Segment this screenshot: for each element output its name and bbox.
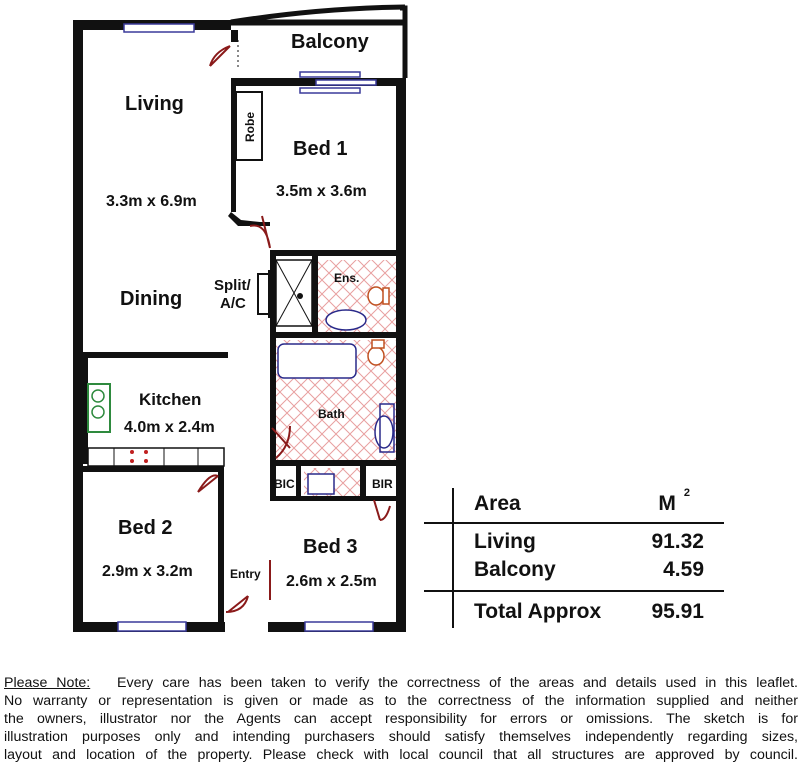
ens-label: Ens.	[334, 271, 360, 285]
bed2-dim: 2.9m x 3.2m	[102, 563, 193, 580]
kitchen-label: Kitchen	[139, 390, 202, 409]
note-line-4: illustration purposes only and intending purchasers should satisfy themselves independently regarding sizes,	[4, 729, 798, 745]
balcony-label: Balcony	[291, 31, 369, 53]
ensuite-toilet	[368, 287, 384, 305]
balcony-door-c	[300, 88, 360, 93]
split-ac-label-2: A/C	[220, 295, 246, 312]
disclaimer-note	[4, 674, 798, 764]
bir-label: BIR	[372, 477, 393, 491]
bed1-label: Bed 1	[293, 138, 348, 160]
bathtub	[278, 344, 356, 378]
kitchen-dim: 4.0m x 2.4m	[124, 419, 215, 436]
bath-toilet	[368, 347, 384, 365]
area-unit-sup: 2	[683, 487, 690, 499]
dining-label: Dining	[120, 288, 183, 310]
area-header-unit: M $^2$	[658, 487, 690, 515]
kitchen-sink	[88, 384, 110, 432]
bed1-dim: 3.5m x 3.6m	[276, 183, 367, 200]
area-row-balcony: Balcony 4.59	[474, 558, 704, 581]
split-ac-label-1: Split/	[214, 277, 251, 294]
ensuite-basin	[326, 310, 366, 330]
area-header-label: Area	[474, 492, 521, 515]
bed3-dim: 2.6m x 2.5m	[286, 573, 377, 590]
bath-label: Bath	[318, 407, 345, 421]
note-line-2: No warranty or representation is given or made as to the correctness of the information supplied and neither	[4, 693, 798, 709]
area-table	[424, 484, 724, 634]
laundry-trough	[308, 474, 334, 494]
entry-label: Entry	[230, 567, 261, 581]
living-window	[124, 24, 194, 32]
area-table-vline	[452, 488, 454, 628]
bed3-window	[305, 622, 373, 631]
robe-label: Robe	[243, 112, 257, 142]
bed2-window	[118, 622, 186, 631]
area-total-rule	[424, 590, 724, 592]
area-header	[474, 487, 704, 516]
robe-box	[236, 92, 262, 160]
bic-label: BIC	[274, 477, 295, 491]
bed2-label: Bed 2	[118, 517, 173, 539]
living-dim: 3.3m x 6.9m	[106, 193, 197, 210]
balcony-door-a	[300, 72, 360, 77]
area-header-rule	[424, 522, 724, 524]
balcony-door-b	[316, 80, 376, 85]
note-heading: Please Note:	[4, 675, 91, 691]
bed3-label: Bed 3	[303, 536, 358, 558]
area-row-living: Living 91.32	[474, 530, 704, 553]
note-line-5: layout and location of the property. Please check with local council that all structures are approved by council.	[4, 747, 798, 763]
note-line-3: the owners, illustrator nor the Agents can accept responsibility for errors or omissions. The sketch is for	[4, 711, 798, 727]
note-line-1: Every care has been taken to verify the correctness of the areas and details used in this leaflet.	[117, 675, 798, 691]
area-row-total: Total Approx 95.91	[474, 600, 704, 623]
living-label: Living	[125, 93, 184, 115]
bath-basin	[375, 416, 393, 448]
